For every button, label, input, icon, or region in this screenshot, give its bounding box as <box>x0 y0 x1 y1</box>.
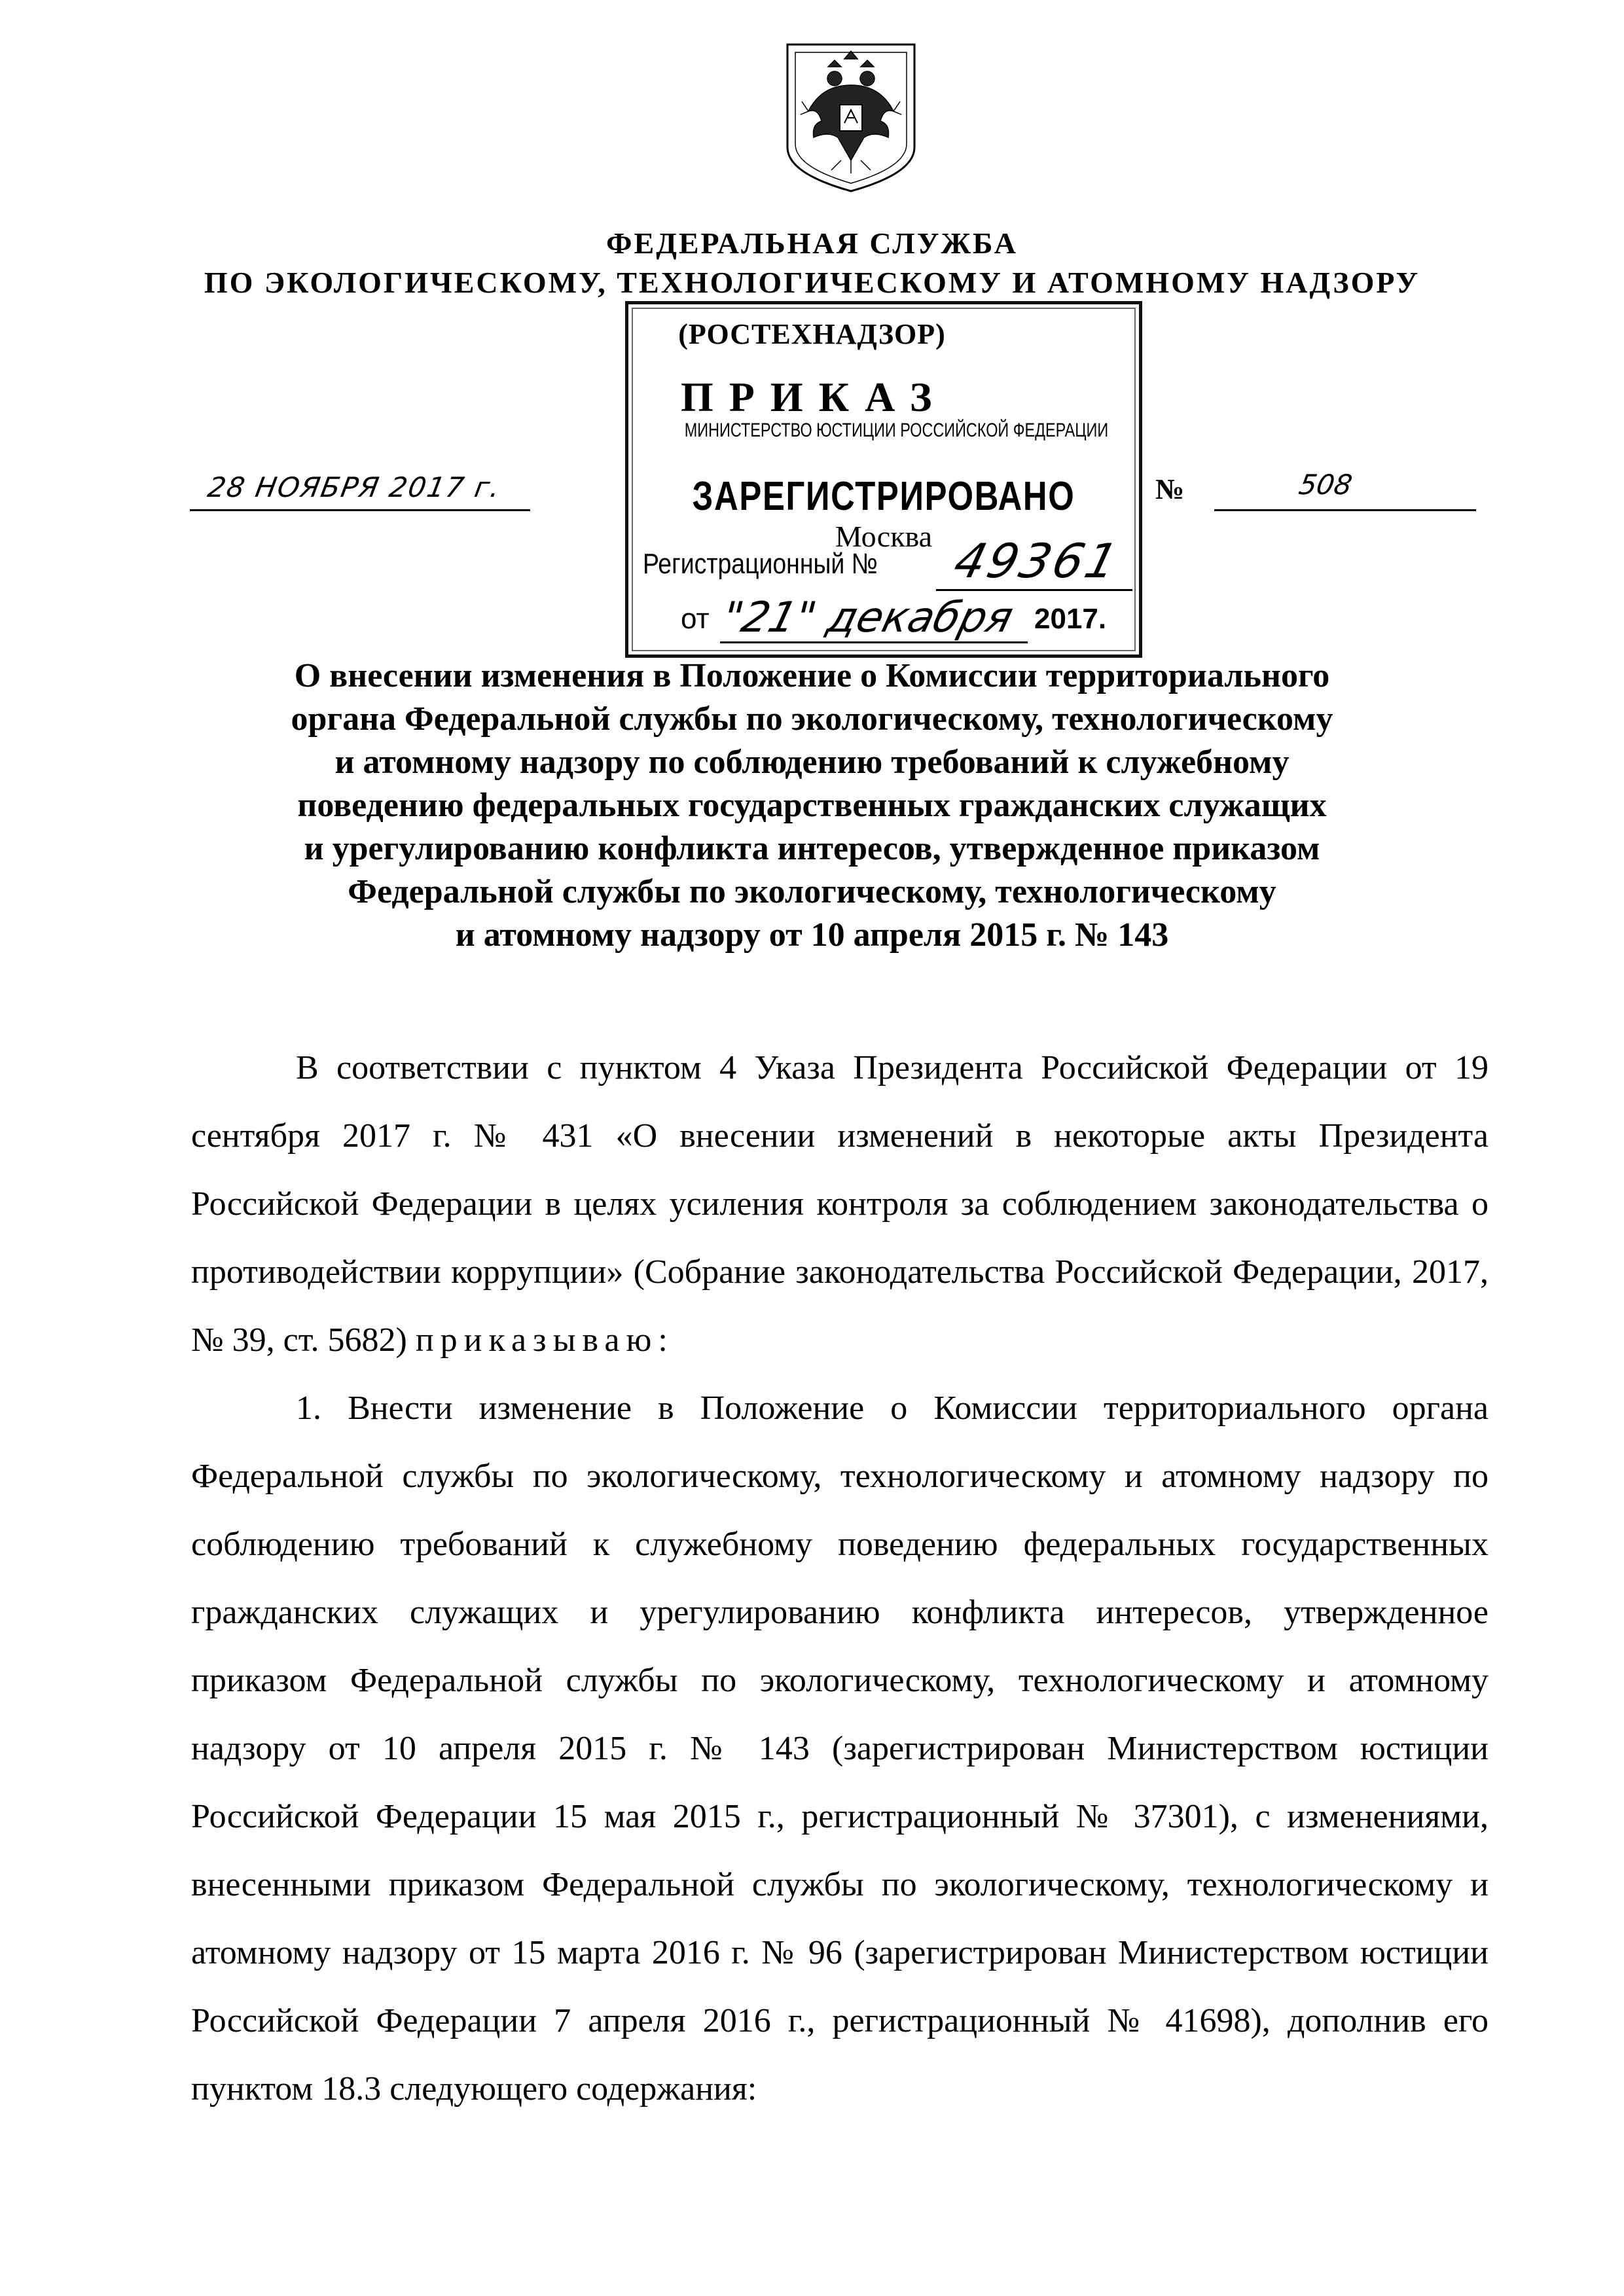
document-body <box>191 1034 1489 2123</box>
title-line: и атомному надзору от 10 апреля 2015 г. № 143 <box>455 916 1169 954</box>
body-paragraph-item-1 <box>191 1374 1489 2123</box>
item-1-text: 1. Внести изменение в Положение о Комиссии территориального органа Федеральной службы по экологическому, технологическому и атомному надзору по соблюдению требований к служебному поведению федеральных государственных гражданских служащих и урегулированию конфликта интересов, утвержденное приказом Федеральной службы по экологическому, технологическому и атомному надзору от 10 апреля 2015 г. № 143 (зарегистрирован Министерством юстиции Российской Федерации 15 мая 2015 г., регистрационный № 37301), с изменениями, внесенными приказом Федеральной службы по экологическому, технологическому и атомному надзору от 15 марта 2016 г. № 96 (зарегистрирован Министерством юстиции Российской Федерации 7 апреля 2016 г., регистрационный № 41698), дополнив его пунктом 18.3 следующего содержания: <box>191 1390 1489 2108</box>
order-number-line <box>1214 504 1476 511</box>
registration-stamp <box>625 301 1142 658</box>
title-line: органа Федеральной службы по экологическому, технологическому <box>291 700 1333 738</box>
agency-abbreviation: (РОСТЕХНАДЗОР) <box>678 318 946 350</box>
stamp-year: 2017. <box>1034 603 1107 635</box>
stamp-reg-label: Регистрационный № <box>643 548 878 580</box>
order-date-handwritten: 28 НОЯБРЯ 2017 г. <box>205 471 504 503</box>
agency-name-line1: ФЕДЕРАЛЬНАЯ СЛУЖБА <box>606 226 1018 260</box>
decree-word: приказываю: <box>415 1321 674 1359</box>
title-line: и урегулированию конфликта интересов, утвержденное приказом <box>304 830 1320 867</box>
agency-name-line2: ПО ЭКОЛОГИЧЕСКОМУ, ТЕХНОЛОГИЧЕСКОМУ И АТОМНОМУ НАДЗОРУ <box>204 266 1420 299</box>
document-title <box>98 655 1526 957</box>
order-number-label: № <box>1155 473 1185 505</box>
stamp-ministry: МИНИСТЕРСТВО ЮСТИЦИИ РОССИЙСКОЙ ФЕДЕРАЦИИ <box>684 420 1109 441</box>
stamp-city: Москва <box>835 520 933 553</box>
stamp-reg-number: 49361 <box>948 533 1126 588</box>
stamp-reg-line <box>936 589 1132 591</box>
stamp-from-line <box>720 641 1028 643</box>
title-line: О внесении изменения в Положение о Комиссии территориального <box>294 657 1330 694</box>
russian-coat-of-arms-icon <box>782 39 920 196</box>
stamp-registered: ЗАРЕГИСТРИРОВАНО <box>692 474 1075 519</box>
document-type: ПРИКАЗ <box>681 374 948 420</box>
body-paragraph-preamble <box>191 1034 1489 1374</box>
title-line: Федеральной службы по экологическому, технологическому <box>348 873 1276 910</box>
stamp-from-label: от <box>681 603 710 635</box>
order-date-line <box>190 504 530 511</box>
preamble-text: В соответствии с пунктом 4 Указа Президента Российской Федерации от 19 сентября 2017 г. № 431 «О внесении изменений в некоторые акты Президента Российской Федерации в целях усиления контроля за соблюдением законодательства о противодействии коррупции» (Собрание законодательства Российской Федерации, 2017, № 39, ст. 5682) <box>191 1049 1489 1359</box>
stamp-from-date: "21" декабря <box>717 594 1018 642</box>
title-line: поведению федеральных государственных гражданских служащих <box>297 787 1327 824</box>
title-line: и атомному надзору по соблюдению требований к служебному <box>334 744 1290 781</box>
order-number-handwritten: 508 <box>1296 469 1355 501</box>
